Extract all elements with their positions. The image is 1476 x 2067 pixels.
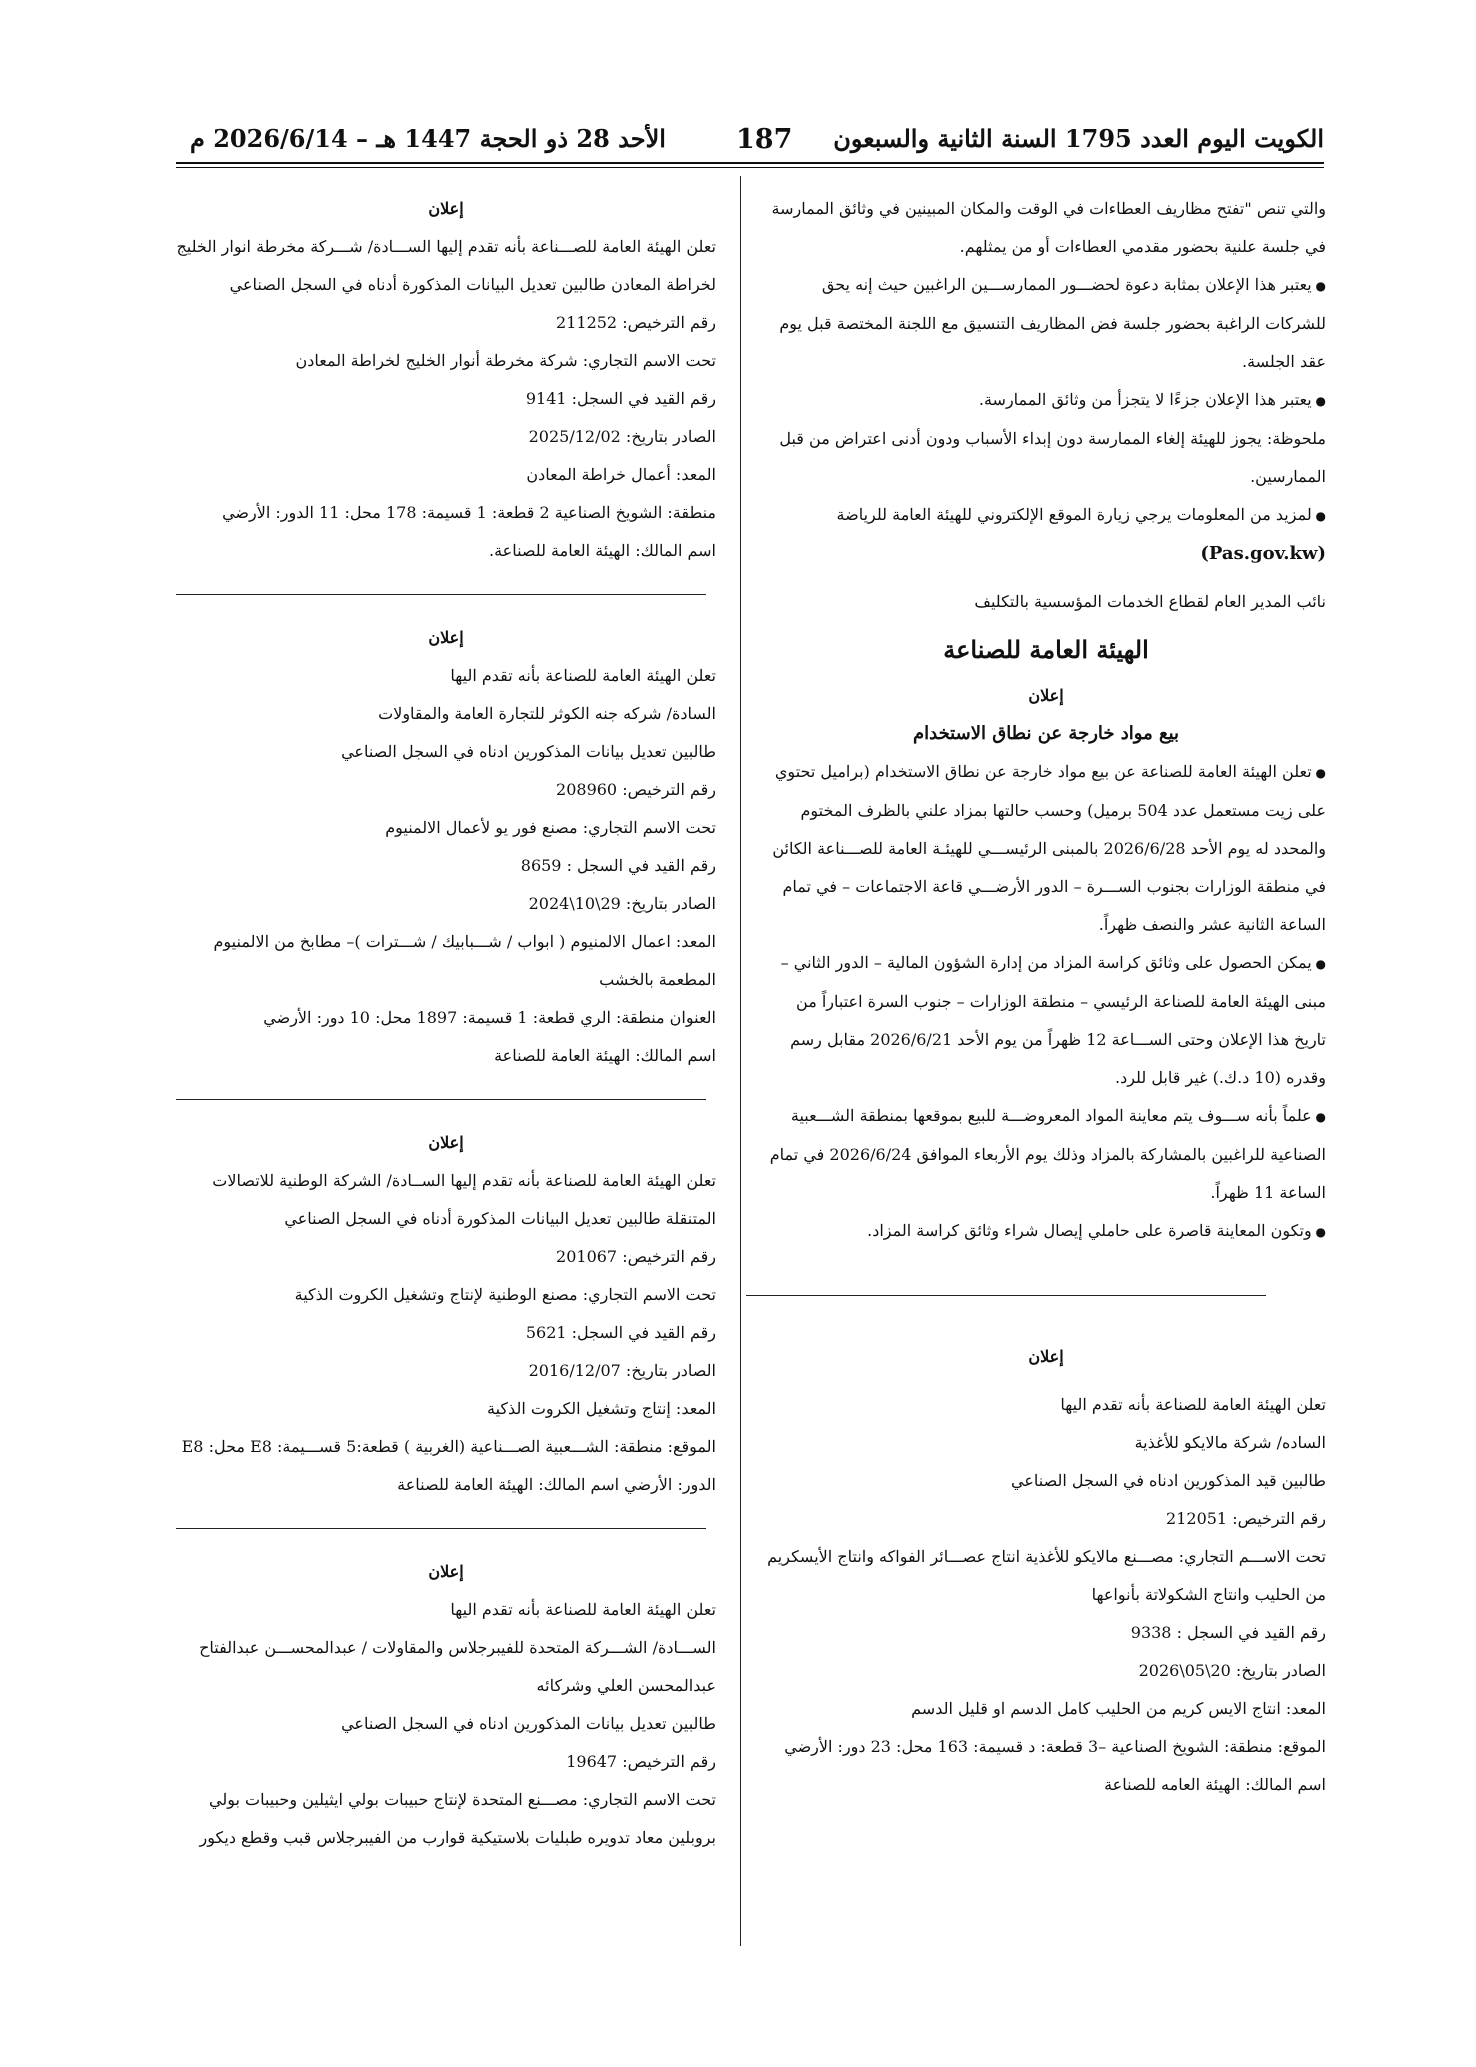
registry-number: رقم القيد في السجل : 8659 <box>520 856 716 875</box>
issue-info: الكويت اليوم العدد 1795 السنة الثانية والسبعون <box>833 124 1324 153</box>
license-number: رقم الترخيص: 212051 <box>1166 1509 1326 1528</box>
intro-line: في جلسة علنية بحضور مقدمي العطاءات أو من يمثلهم. <box>959 237 1326 256</box>
intro-note: ملحوظة: يجوز للهيئة إلغاء الممارسة دون إبداء الأسباب ودون أدنى اعتراض من قبل الممارسين. <box>779 429 1326 486</box>
license-number: رقم الترخيص: 211252 <box>556 313 716 332</box>
right-column <box>766 190 1326 1804</box>
location-line: الموقع: منطقة: الشـــعبية الصـــناعية (الغربية ) قطعة:5 قســـيمة: E8 محل: E8 <box>181 1437 716 1456</box>
ad-line: السادة/ شركه جنه الكوثر للتجارة العامة والمقاولات <box>378 704 716 723</box>
issue-date-line: الصادر بتاريخ: 29\10\2024 <box>528 894 716 913</box>
ad-line: الســـادة/ الشـــركة المتحدة للفيبرجلاس والمقاولات / عبدالمحســـن عبدالفتاح عبدالمحسن العلي وشركائه <box>199 1638 716 1695</box>
ad-separator <box>746 1295 1266 1296</box>
ad-title: إعلان <box>1028 686 1064 705</box>
owner-line: اسم المالك: الهيئة العامة للصناعة. <box>489 541 716 560</box>
issue-date-line: الصادر بتاريخ: 2016/12/07 <box>528 1361 716 1380</box>
trade-name: تحت الاسم التجاري: شركة مخرطة أنوار الخليج لخراطة المعادن <box>295 351 716 370</box>
ad-line: تعلن الهيئة العامة للصناعة بأنه تقدم اليها <box>450 666 716 685</box>
owner-line: اسم المالك: الهيئة العامه للصناعة <box>1104 1775 1326 1794</box>
issue-date: الأحد 28 ذو الحجة 1447 هـ – 2026/6/14 م <box>190 124 666 153</box>
ad-line: تعلن الهيئة العامة للصناعة بأنه تقدم إليها الســادة/ الشركة الوطنية للاتصالات المتنقلة طالبين تعديل البيانات المذكورة أدناه في السجل الصناعي <box>212 1171 716 1228</box>
sale-bullet: ● تعلن الهيئة العامة للصناعة عن بيع مواد خارجة عن نطاق الاستخدام (براميل تحتوي على زيت مستعمل عدد 504 برميل) وحسب حالتها بمزاد علني بالظرف المختوم والمحدد له يوم الأحد 2026/6/28 بالمبنى الرئيســـي للهيئـة العامة للصـــناعة الكائن في منطقة الوزارات بجنوب الســـرة – الدور الأرضـــي قاعة الاجتماعات – في تمام الساعة الثانية عشر والنصف ظهراً. <box>766 753 1326 944</box>
ad-title: إعلان <box>428 628 464 647</box>
ad-line: تعلن الهيئة العامة للصناعة بأنه تقدم اليها <box>1060 1395 1326 1414</box>
activity-line: المعد: انتاج الايس كريم من الحليب كامل الدسم او قليل الدسم <box>911 1699 1326 1718</box>
ad-line: الساده/ شركة مالايكو للأغذية <box>1134 1433 1326 1452</box>
page-header <box>176 124 1324 160</box>
activity-line: المعد: اعمال الالمنيوم ( ابواب / شـــبابيك / شـــترات )– مطابخ من الالمنيوم المطعمة بالخشب <box>213 932 716 989</box>
owner-line: الدور: الأرضي اسم المالك: الهيئة العامة للصناعة <box>397 1475 716 1494</box>
owner-line: اسم المالك: الهيئة العامة للصناعة <box>494 1046 716 1065</box>
license-number: رقم الترخيص: 208960 <box>556 780 716 799</box>
ad-separator <box>176 1099 706 1100</box>
trade-name: تحت الاسم التجاري: مصنع الوطنية لإنتاج وتشغيل الكروت الذكية <box>294 1285 716 1304</box>
location-line: العنوان منطقة: الري قطعة: 1 قسيمة: 1897 محل: 10 دور: الأرضي <box>263 1008 716 1027</box>
intro-line: والتي تنص "تفتح مظاريف العطاءات في الوقت والمكان المبينين في وثائق الممارسة <box>771 199 1326 218</box>
trade-name: تحت الاســـم التجاري: مصـــنع مالايكو للأغذية انتاج عصـــائر الفواكه وانتاج الأيسكريم من الحليب وانتاج الشكولاتة بأنواعها <box>767 1547 1326 1604</box>
ad-line: تعلن الهيئة العامة للصـــناعة بأنه تقدم إليها الســـادة/ شـــركة مخرطة انوار الخليج لخراطة المعادن طالبين تعديل البيانات المذكورة أدناه في السجل الصناعي <box>176 237 716 294</box>
intro-bullet: ● يعتبر هذا الإعلان جزءًا لا يتجزأ من وثائق الممارسة. <box>766 381 1326 420</box>
trade-name: تحت الاسم التجاري: مصـــنع المتحدة لإنتاج حبيبات بولي ايثيلين وحبيبات بولي بروبلين معاد تدويره طبليات بلاستيكية قوارب من الفيبرجلاس قبب وقطع ديكور <box>199 1790 716 1847</box>
ad-line: طالبين قيد المذكورين ادناه في السجل الصناعي <box>1010 1471 1326 1490</box>
ad-line: تعلن الهيئة العامة للصناعة بأنه تقدم اليها <box>450 1600 716 1619</box>
issue-date-line: الصادر بتاريخ: 2025/12/02 <box>528 427 716 446</box>
sale-bullet: ● علماً بأنه ســـوف يتم معاينة المواد المعروضـــة للبيع بموقعها بمنطقة الشـــعبية الصناعية للراغبين بالمشاركة بالمزاد وذلك يوم الأربعاء الموافق 2026/6/24 في تمام الساعة 11 ظهراً. <box>766 1097 1326 1212</box>
location-line: الموقع: منطقة: الشويخ الصناعية –3 قطعة: د قسيمة: 163 محل: 23 دور: الأرضي <box>784 1737 1326 1756</box>
intro-bullet: ● يعتبر هذا الإعلان بمثابة دعوة لحضـــور الممارســـين الراغبين حيث إنه يحق للشركات الراغبة بحضور جلسة فض المظاريف التنسيق مع اللجنة المختصة قبل يوم عقد الجلسة. <box>766 266 1326 381</box>
ad-line: طالبين تعديل بيانات المذكورين ادناه في السجل الصناعي <box>341 1714 716 1733</box>
ad-subtitle: بيع مواد خارجة عن نطاق الاستخدام <box>912 723 1180 744</box>
header-rule <box>176 162 1324 164</box>
issue-date-line: الصادر بتاريخ: 20\05\2026 <box>1138 1661 1326 1680</box>
ad-separator <box>176 594 706 595</box>
signature: نائب المدير العام لقطاع الخدمات المؤسسية بالتكليف <box>974 592 1326 611</box>
sale-bullet: ● وتكون المعاينة قاصرة على حاملي إيصال شراء وثائق كراسة المزاد. <box>766 1212 1326 1251</box>
ad-title: إعلان <box>428 1133 464 1152</box>
page-number: 187 <box>736 124 793 155</box>
ad-title: إعلان <box>428 1562 464 1581</box>
registry-number: رقم القيد في السجل: 9141 <box>525 389 716 408</box>
activity-line: المعد: إنتاج وتشغيل الكروت الذكية <box>487 1399 716 1418</box>
registry-number: رقم القيد في السجل : 9338 <box>1130 1623 1326 1642</box>
intro-bullet: ● لمزيد من المعلومات يرجي زيارة الموقع الإلكتروني للهيئة العامة للرياضة <box>766 496 1326 535</box>
ad-title: إعلان <box>1028 1347 1064 1366</box>
ad-line: طالبين تعديل بيانات المذكورين ادناه في السجل الصناعي <box>341 742 716 761</box>
ad-title: إعلان <box>428 199 464 218</box>
column-divider <box>740 176 741 1946</box>
left-column <box>176 190 716 1857</box>
license-number: رقم الترخيص: 19647 <box>566 1752 716 1771</box>
website-link: (Pas.gov.kw) <box>1200 543 1326 564</box>
sale-bullet: ● يمكن الحصول على وثائق كراسة المزاد من إدارة الشؤون المالية – الدور الثاني – مبنى الهيئة العامة للصناعة الرئيسي – منطقة الوزارات – جنوب السرة اعتباراً من تاريخ هذا الإعلان وحتى الســـاعة 12 ظهراً من يوم الأحد 2026/6/21 مقابل رسم وقدره (10 د.ك.) غير قابل للرد. <box>766 944 1326 1097</box>
location-line: منطقة: الشويخ الصناعية 2 قطعة: 1 قسيمة: 178 محل: 11 الدور: الأرضي <box>222 503 716 522</box>
trade-name: تحت الاسم التجاري: مصنع فور يو لأعمال الالمنيوم <box>385 818 716 837</box>
activity-line: المعد: أعمال خراطة المعادن <box>526 465 716 484</box>
header-rule-thin <box>176 167 1324 168</box>
license-number: رقم الترخيص: 201067 <box>556 1247 716 1266</box>
authority-heading: الهيئة العامة للصناعة <box>943 635 1149 664</box>
ad-separator <box>176 1528 706 1529</box>
registry-number: رقم القيد في السجل: 5621 <box>525 1323 716 1342</box>
